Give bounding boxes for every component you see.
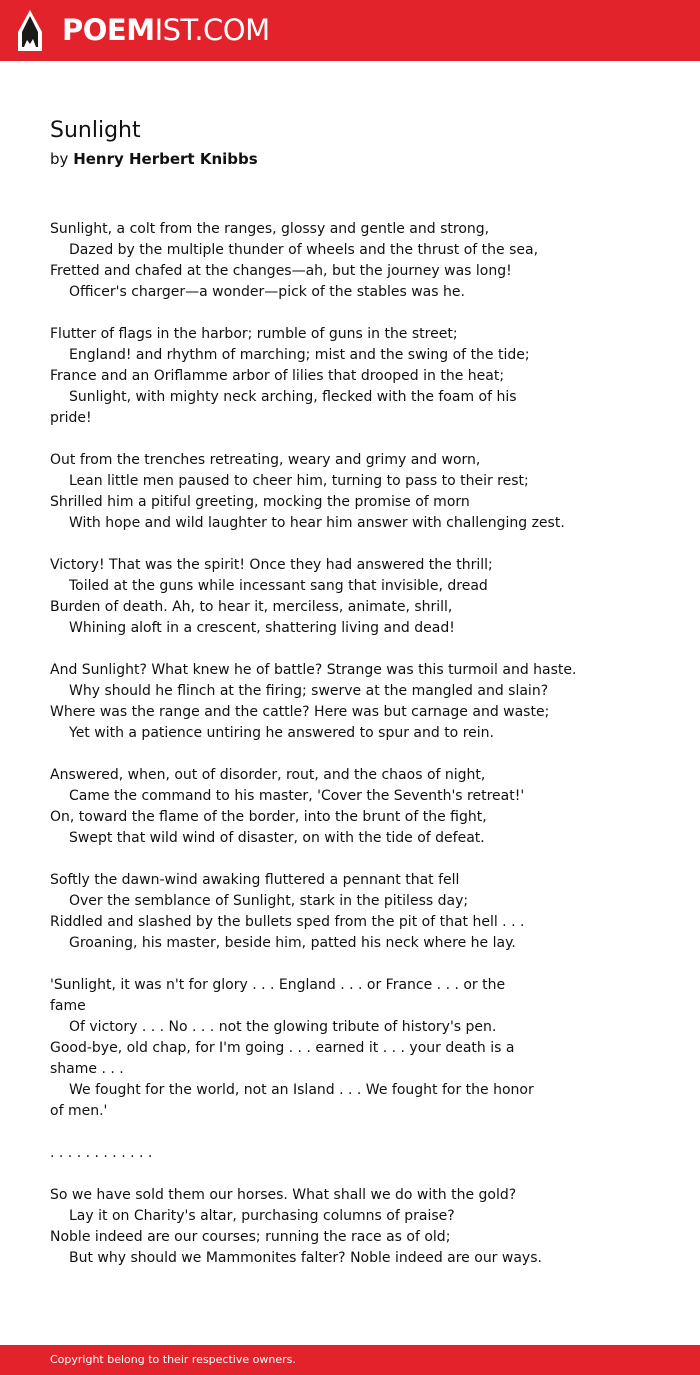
poem-line: Where was the range and the cattle? Here was but carnage and waste; bbox=[50, 704, 550, 720]
poem-line: 'Sunlight, it was n't for glory . . . England . . . or France . . . or the bbox=[50, 977, 506, 993]
poem-line: Lay it on Charity's altar, purchasing columns of praise? bbox=[69, 1208, 455, 1224]
poem-line: Out from the trenches retreating, weary and grimy and worn, bbox=[50, 452, 481, 468]
pencil-icon[interactable] bbox=[18, 10, 42, 51]
poem-line: of men.' bbox=[50, 1103, 108, 1119]
poem-line: Lean little men paused to cheer him, turning to pass to their rest; bbox=[69, 473, 529, 489]
poem-line: France and an Oriflamme arbor of lilies that drooped in the heat; bbox=[50, 368, 505, 384]
poem-line: Fretted and chafed at the changes—ah, but the journey was long! bbox=[50, 263, 512, 279]
poem-title: Sunlight bbox=[50, 118, 141, 143]
poem-line: Flutter of flags in the harbor; rumble of guns in the street; bbox=[50, 326, 458, 342]
byline bbox=[50, 149, 258, 169]
poem-line: Came the command to his master, 'Cover the Seventh's retreat!' bbox=[69, 788, 525, 804]
poem-line: Why should he flinch at the firing; swerve at the mangled and slain? bbox=[69, 683, 549, 699]
poem-line: Riddled and slashed by the bullets sped from the pit of that hell . . . bbox=[50, 914, 525, 930]
stanza-break bbox=[50, 954, 650, 975]
poem-line: Sunlight, a colt from the ranges, glossy and gentle and strong, bbox=[50, 221, 490, 237]
poem-line: Officer's charger—a wonder—pick of the stables was he. bbox=[69, 284, 465, 300]
poem-line: Sunlight, with mighty neck arching, flecked with the foam of his bbox=[69, 389, 517, 405]
poem-line: Victory! That was the spirit! Once they had answered the thrill; bbox=[50, 557, 493, 573]
stanza-break bbox=[50, 534, 650, 555]
by-prefix: by bbox=[50, 150, 69, 168]
poem-line: shame . . . bbox=[50, 1061, 124, 1077]
poem-line: Over the semblance of Sunlight, stark in the pitiless day; bbox=[69, 893, 469, 909]
logo-light-text: IST.COM bbox=[154, 13, 270, 47]
poem-line: Dazed by the multiple thunder of wheels and the thrust of the sea, bbox=[69, 242, 539, 258]
poem-line: . . . . . . . . . . . . bbox=[50, 1145, 153, 1161]
stanza-break bbox=[50, 429, 650, 450]
poem-line: Answered, when, out of disorder, rout, and the chaos of night, bbox=[50, 767, 486, 783]
stanza-break bbox=[50, 1164, 650, 1185]
poem-line: Noble indeed are our courses; running the race as of old; bbox=[50, 1229, 451, 1245]
poem-line: But why should we Mammonites falter? Noble indeed are our ways. bbox=[69, 1250, 542, 1266]
poem-line: England! and rhythm of marching; mist and the swing of the tide; bbox=[69, 347, 530, 363]
poem-line: fame bbox=[50, 998, 86, 1014]
stanza-break bbox=[50, 744, 650, 765]
site-footer bbox=[0, 1345, 700, 1375]
stanza-break bbox=[50, 849, 650, 870]
poem-line: Yet with a patience untiring he answered to spur and to rein. bbox=[69, 725, 494, 741]
poem-line: We fought for the world, not an Island . . . We fought for the honor bbox=[69, 1082, 534, 1098]
poem-line: Good-bye, old chap, for I'm going . . . earned it . . . your death is a bbox=[50, 1040, 515, 1056]
poem-line: pride! bbox=[50, 410, 92, 426]
copyright-text: Copyright belong to their respective owners. bbox=[50, 1353, 296, 1366]
poem-line: With hope and wild laughter to hear him answer with challenging zest. bbox=[69, 515, 565, 531]
poem-line: Whining aloft in a crescent, shattering living and dead! bbox=[69, 620, 455, 636]
logo-bold-text: POEM bbox=[62, 13, 155, 47]
poem-line: Toiled at the guns while incessant sang that invisible, dread bbox=[69, 578, 488, 594]
stanza-break bbox=[50, 639, 650, 660]
author-name: Henry Herbert Knibbs bbox=[73, 150, 258, 168]
poem-line: Swept that wild wind of disaster, on with the tide of defeat. bbox=[69, 830, 485, 846]
poem-body bbox=[50, 219, 650, 1269]
site-logo[interactable] bbox=[62, 13, 270, 47]
poem-line: Groaning, his master, beside him, patted his neck where he lay. bbox=[69, 935, 516, 951]
poem-line: And Sunlight? What knew he of battle? Strange was this turmoil and haste. bbox=[50, 662, 577, 678]
poem-line: Burden of death. Ah, to hear it, merciless, animate, shrill, bbox=[50, 599, 453, 615]
poem-line: Of victory . . . No . . . not the glowing tribute of history's pen. bbox=[69, 1019, 497, 1035]
poem-line: So we have sold them our horses. What shall we do with the gold? bbox=[50, 1187, 517, 1203]
poem-line: Softly the dawn-wind awaking fluttered a pennant that fell bbox=[50, 872, 460, 888]
poem-line: On, toward the flame of the border, into the brunt of the fight, bbox=[50, 809, 487, 825]
stanza-break bbox=[50, 303, 650, 324]
poem-line: Shrilled him a pitiful greeting, mocking the promise of morn bbox=[50, 494, 470, 510]
stanza-break bbox=[50, 1122, 650, 1143]
site-header bbox=[0, 0, 700, 61]
